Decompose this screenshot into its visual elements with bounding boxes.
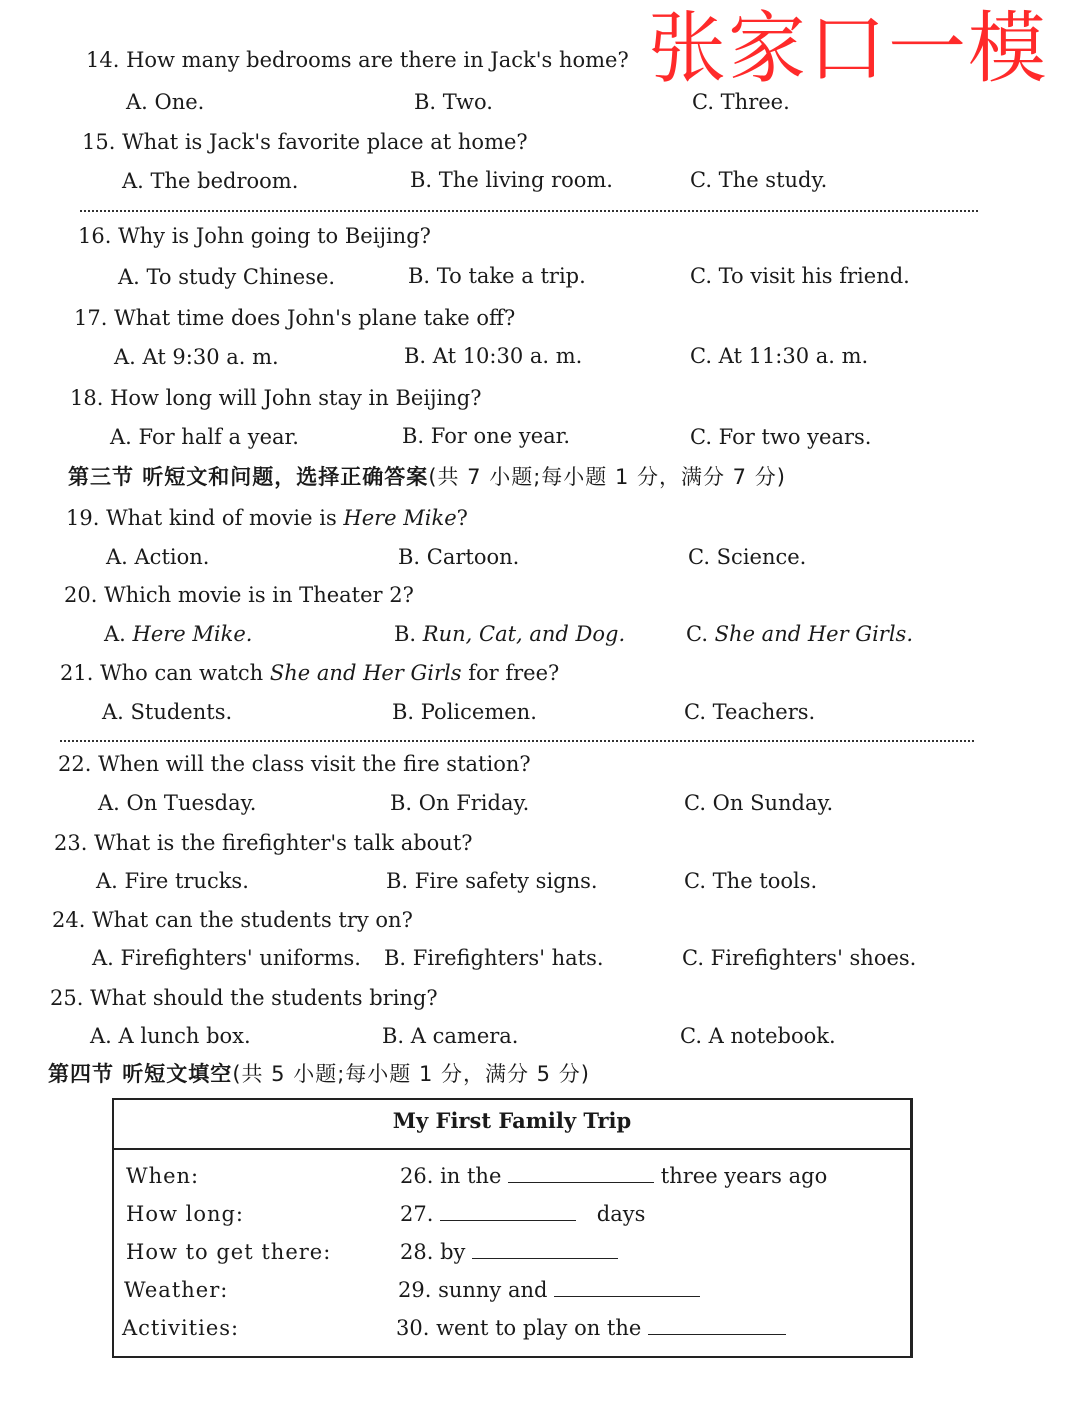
table-header-rule xyxy=(114,1148,910,1150)
question-19-stem-title: Here Mike xyxy=(343,506,457,530)
question-18-option-b: B. For one year. xyxy=(402,424,571,448)
option-letter: B. xyxy=(394,622,423,646)
question-19-stem-end: ? xyxy=(456,506,468,530)
section-3-detail: (共 7 小题;每小题 1 分，满分 7 分) xyxy=(428,465,786,489)
question-19-stem-text: 19. What kind of movie is xyxy=(66,506,344,530)
question-16-option-c: C. To visit his friend. xyxy=(690,264,910,288)
question-16-stem: 16. Why is John going to Beijing? xyxy=(78,224,431,248)
option-letter: A. xyxy=(104,622,133,646)
question-15-option-a: A. The bedroom. xyxy=(122,169,299,193)
question-20-option-b xyxy=(394,620,625,648)
question-21-option-b: B. Policemen. xyxy=(392,700,537,724)
row-label-how-to-get-there: How to get there: xyxy=(126,1240,332,1264)
question-25-option-b: B. A camera. xyxy=(382,1024,519,1048)
option-title: She and Her Girls. xyxy=(714,622,914,646)
question-19-option-a: A. Action. xyxy=(106,545,210,569)
question-21-option-a: A. Students. xyxy=(102,700,233,724)
answer-blank-27[interactable] xyxy=(440,1200,576,1221)
question-19-stem xyxy=(66,504,468,532)
fill-prefix: 27. xyxy=(400,1202,434,1226)
question-25-option-a: A. A lunch box. xyxy=(90,1024,251,1048)
section-3-title: 第三节 听短文和问题，选择正确答案 xyxy=(68,465,429,489)
question-24-option-b: B. Firefighters' hats. xyxy=(384,946,604,970)
question-20-stem: 20. Which movie is in Theater 2? xyxy=(64,583,414,607)
question-20-option-c xyxy=(686,620,913,648)
question-24-option-a: A. Firefighters' uniforms. xyxy=(92,946,361,970)
question-14-option-c: C. Three. xyxy=(692,90,790,114)
question-21-option-c: C. Teachers. xyxy=(684,700,816,724)
option-title: Here Mike. xyxy=(132,622,253,646)
question-21-stem xyxy=(60,659,559,687)
question-14-stem: 14. How many bedrooms are there in Jack's home? xyxy=(86,48,629,72)
question-25-option-c: C. A notebook. xyxy=(680,1024,836,1048)
question-17-option-a: A. At 9:30 a. m. xyxy=(114,345,279,369)
question-17-option-b: B. At 10:30 a. m. xyxy=(404,344,583,368)
question-19-option-b: B. Cartoon. xyxy=(398,545,520,569)
option-letter: C. xyxy=(686,622,715,646)
fill-prefix: 26. in the xyxy=(400,1164,502,1188)
question-14-option-a: A. One. xyxy=(126,90,205,114)
dotted-divider xyxy=(60,740,974,742)
question-23-option-b: B. Fire safety signs. xyxy=(386,869,598,893)
question-22-option-b: B. On Friday. xyxy=(390,791,530,815)
fill-suffix: days xyxy=(596,1202,646,1226)
question-23-option-c: C. The tools. xyxy=(684,869,818,893)
question-22-option-a: A. On Tuesday. xyxy=(98,791,257,815)
question-24-option-c: C. Firefighters' shoes. xyxy=(682,946,917,970)
question-15-stem: 15. What is Jack's favorite place at home? xyxy=(82,130,528,154)
question-14-option-b: B. Two. xyxy=(414,90,493,114)
row-fill-26 xyxy=(400,1162,827,1188)
answer-blank-30[interactable] xyxy=(648,1314,786,1335)
question-25-stem: 25. What should the students bring? xyxy=(50,986,438,1010)
answer-blank-26[interactable] xyxy=(508,1162,654,1183)
table-title: My First Family Trip xyxy=(392,1108,632,1133)
question-18-option-c: C. For two years. xyxy=(690,425,872,449)
row-label-when: When: xyxy=(126,1164,200,1188)
row-label-activities: Activities: xyxy=(122,1316,240,1340)
dotted-divider xyxy=(80,210,978,212)
question-21-stem-text: 21. Who can watch xyxy=(60,661,270,685)
row-fill-30 xyxy=(396,1314,786,1340)
section-4-heading xyxy=(48,1060,590,1088)
question-21-stem-title: She and Her Girls xyxy=(269,661,462,685)
section-4-title: 第四节 听短文填空 xyxy=(48,1062,233,1086)
row-fill-28 xyxy=(400,1238,618,1264)
question-16-option-a: A. To study Chinese. xyxy=(118,265,336,289)
question-22-stem: 22. When will the class visit the fire station? xyxy=(58,752,531,776)
question-18-option-a: A. For half a year. xyxy=(110,425,299,449)
fill-prefix: 29. sunny and xyxy=(398,1278,548,1302)
question-15-option-b: B. The living room. xyxy=(410,168,613,192)
option-title: Run, Cat, and Dog. xyxy=(422,622,626,646)
fill-prefix: 30. went to play on the xyxy=(396,1316,642,1340)
question-24-stem: 24. What can the students try on? xyxy=(52,908,413,932)
answer-blank-28[interactable] xyxy=(472,1238,618,1259)
trip-table xyxy=(112,1098,913,1358)
question-19-option-c: C. Science. xyxy=(688,545,807,569)
question-21-stem-end: for free? xyxy=(461,661,560,685)
question-22-option-c: C. On Sunday. xyxy=(684,791,834,815)
question-17-option-c: C. At 11:30 a. m. xyxy=(690,344,869,368)
fill-prefix: 28. by xyxy=(400,1240,466,1264)
fill-suffix: three years ago xyxy=(660,1164,828,1188)
watermark-title: 张家口一模 xyxy=(648,4,1049,94)
row-fill-29 xyxy=(398,1276,700,1302)
question-15-option-c: C. The study. xyxy=(690,168,828,192)
question-23-option-a: A. Fire trucks. xyxy=(96,869,249,893)
row-fill-27 xyxy=(400,1200,645,1226)
row-label-weather: Weather: xyxy=(124,1278,229,1302)
question-18-stem: 18. How long will John stay in Beijing? xyxy=(70,386,482,410)
section-3-heading xyxy=(68,463,786,491)
question-17-stem: 17. What time does John's plane take off? xyxy=(74,306,516,330)
question-20-option-a xyxy=(104,620,252,648)
question-16-option-b: B. To take a trip. xyxy=(408,264,586,288)
section-4-detail: (共 5 小题;每小题 1 分，满分 5 分) xyxy=(232,1062,590,1086)
answer-blank-29[interactable] xyxy=(554,1276,700,1297)
question-23-stem: 23. What is the firefighter's talk about? xyxy=(54,831,473,855)
row-label-how-long: How long: xyxy=(126,1202,245,1226)
